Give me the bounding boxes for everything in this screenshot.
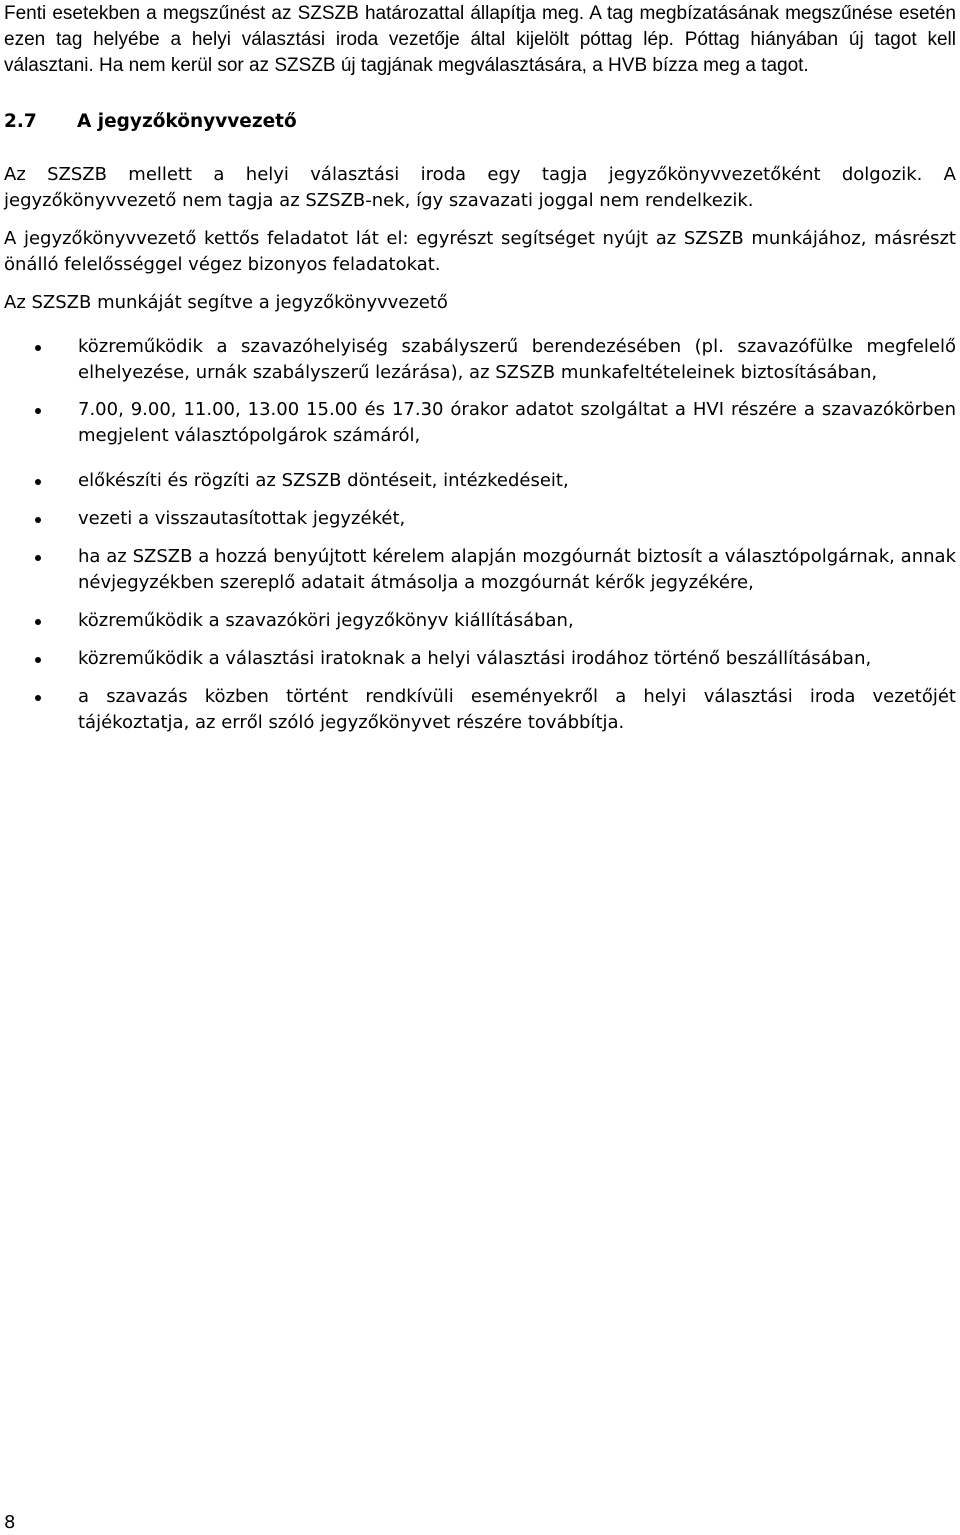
section-title: A jegyzőkönyvvezető — [77, 111, 297, 132]
list-item-text: közreműködik a választási iratoknak a helyi választási irodához történő beszállításában, — [78, 648, 872, 669]
body-paragraph: A jegyzőkönyvvezető kettős feladatot lát el: egyrészt segítséget nyújt az SZSZB munkájához, másrészt önálló felelősséggel végez bizonyos feladatokat. — [4, 228, 956, 275]
body-paragraph: Az SZSZB mellett a helyi választási iroda egy tagja jegyzőkönyvvezetőként dolgozik. A jegyzőkönyvvezető nem tagja az SZSZB-nek, így szavazati joggal nem rendelkezik. — [4, 164, 956, 211]
bullet-icon — [35, 695, 41, 701]
task-list — [4, 334, 956, 736]
page-number: 8 — [4, 1512, 16, 1533]
list-item — [4, 334, 956, 386]
list-item — [4, 506, 956, 532]
list-item — [4, 646, 956, 672]
bullet-icon — [35, 657, 41, 663]
list-item — [4, 684, 956, 736]
bullet-icon — [35, 619, 41, 625]
section-heading — [4, 109, 956, 135]
bullet-icon — [35, 408, 41, 414]
list-item-text: közreműködik a szavazóköri jegyzőkönyv kiállításában, — [78, 610, 574, 631]
list-item-text: előkészíti és rögzíti az SZSZB döntéseit, intézkedéseit, — [78, 470, 569, 491]
list-item — [4, 397, 956, 449]
list-item — [4, 544, 956, 596]
list-item — [4, 468, 956, 494]
bullet-icon — [35, 345, 41, 351]
list-item-text: 7.00, 9.00, 11.00, 13.00 15.00 és 17.30 órakor adatot szolgáltat a HVI részére a szavazókörben megjelent választópolgárok számáról, — [78, 399, 956, 446]
section-number: 2.7 — [4, 111, 37, 132]
bullet-icon — [35, 517, 41, 523]
list-item-text: a szavazás közben történt rendkívüli eseményekről a helyi választási iroda vezetőjét tájékoztatja, az erről szóló jegyzőkönyvet részére továbbítja. — [78, 686, 956, 733]
document-page — [4, 0, 956, 736]
list-item — [4, 608, 956, 634]
list-item-text: közreműködik a szavazóhelyiség szabályszerű berendezésében (pl. szavazófülke megfelelő elhelyezése, urnák szabályszerű lezárása), az SZSZB munkafeltételeinek biztosításában, — [78, 336, 956, 383]
list-item-text: ha az SZSZB a hozzá benyújtott kérelem alapján mozgóurnát biztosít a választópolgárnak, annak névjegyzékben szereplő adatait átmásolja a mozgóurnát kérők jegyzékére, — [78, 546, 956, 593]
bullet-icon — [35, 555, 41, 561]
list-item-text: vezeti a visszautasítottak jegyzékét, — [78, 508, 406, 529]
intro-paragraph: Fenti esetekben a megszűnést az SZSZB határozattal állapítja meg. A tag megbízatásának megszűnése esetén ezen tag helyébe a helyi választási iroda vezetője által kijelölt póttag lép. Póttag hiányában új tagot kell választani. Ha nem kerül sor az SZSZB új tagjának megválasztására, a HVB bízza meg a tagot. — [4, 3, 956, 76]
bullet-icon — [35, 479, 41, 485]
body-paragraph: Az SZSZB munkáját segítve a jegyzőkönyvvezető — [4, 292, 448, 313]
